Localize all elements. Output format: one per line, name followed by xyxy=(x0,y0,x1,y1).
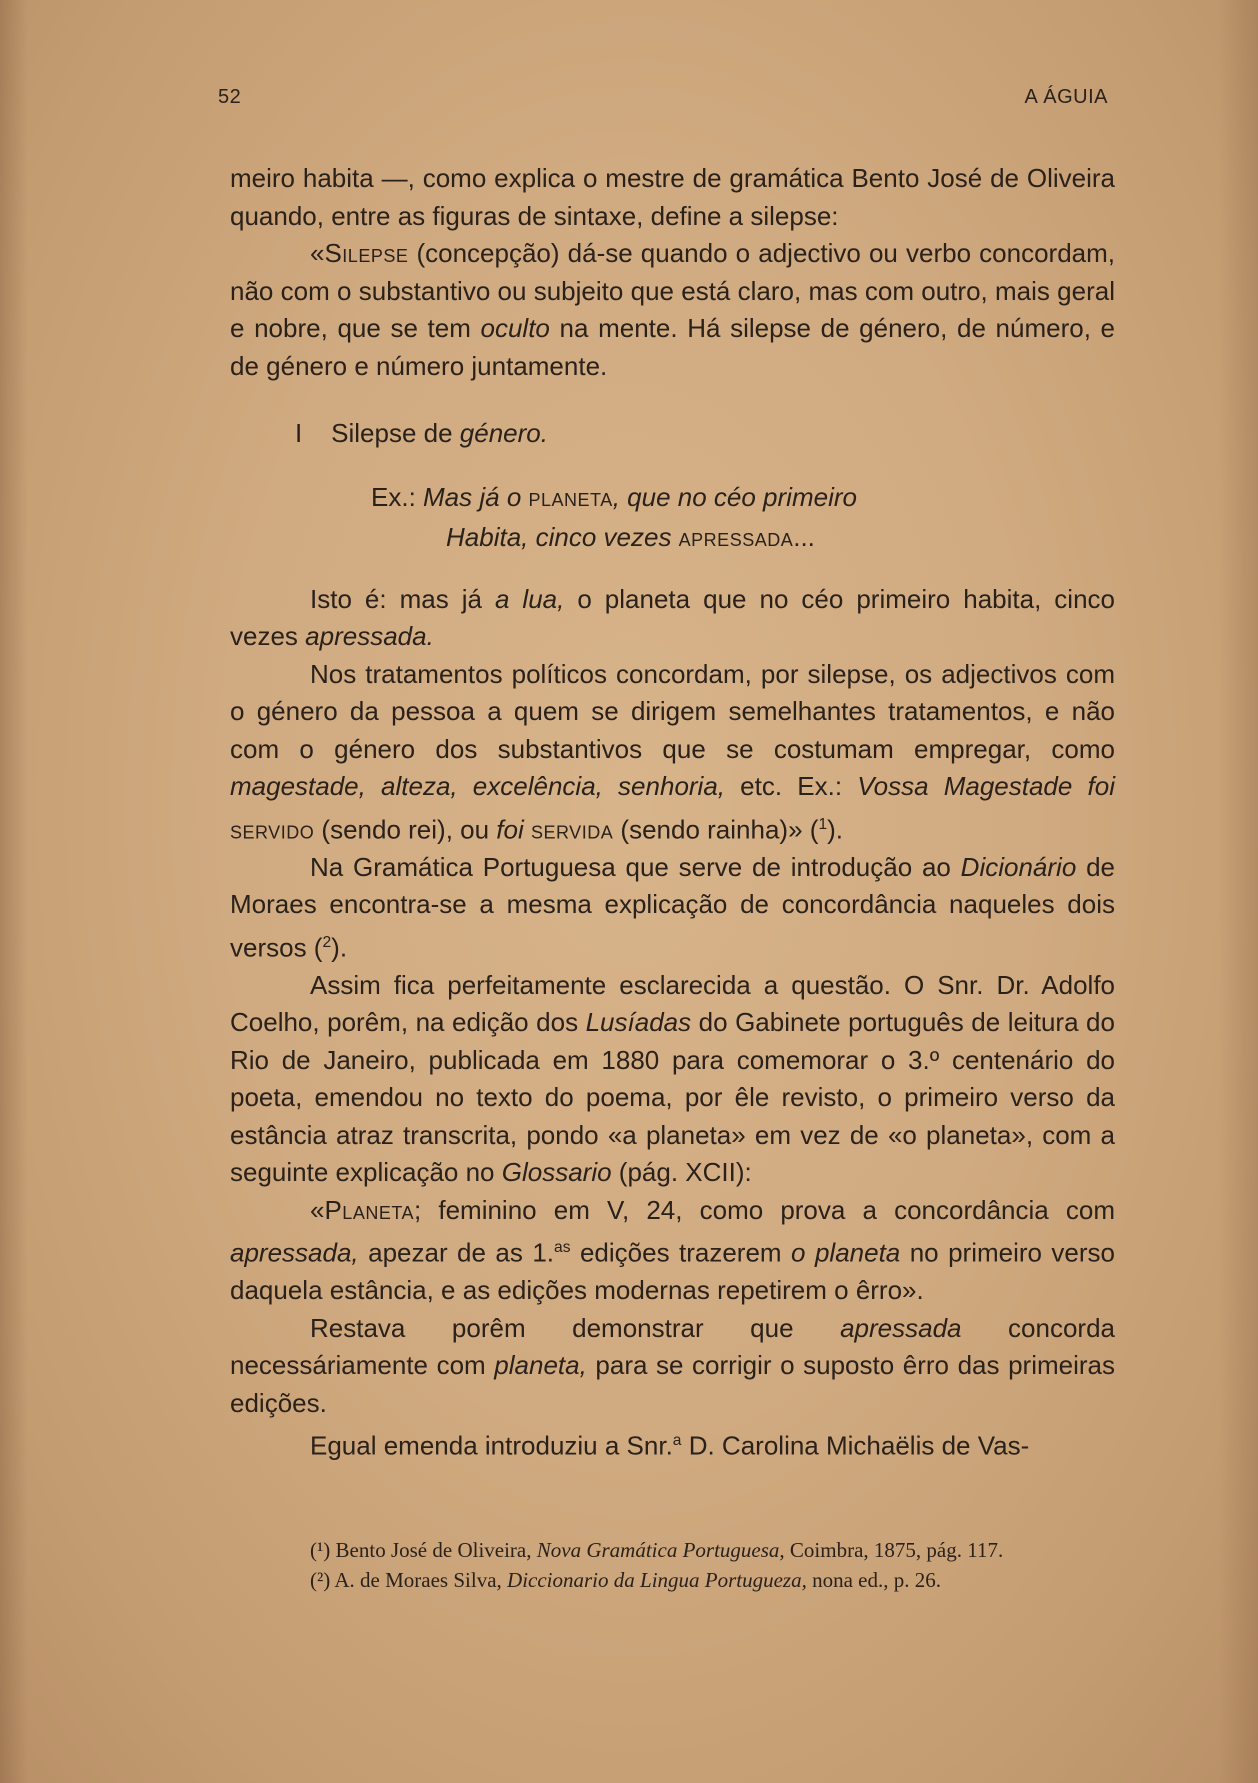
verse-line-2: Habita, cinco vezes apressada... xyxy=(446,521,815,552)
running-title: A ÁGUIA xyxy=(1024,86,1108,108)
footnote-ref-2: 2 xyxy=(322,933,332,951)
paragraph-1: meiro habita —, como explica o mestre de gramática Bento José de Oliveira quando, entre as figuras de sintaxe, define a silepse: xyxy=(230,163,1115,231)
verse-example xyxy=(371,477,1115,557)
footnotes xyxy=(240,1535,1125,1595)
term-silepse: Silepse xyxy=(324,238,409,268)
section-heading: I Silepse de género. xyxy=(295,418,548,448)
paragraph-3: Isto é: mas já a lua, o planeta que no céo primeiro habita, cinco vezes apressada. xyxy=(230,583,1116,651)
paragraph-6: Assim fica perfeitamente esclarecida a questão. O Snr. Dr. Adolfo Coelho, porêm, na edição dos Lusíadas do Gabinete português de leitura do Rio de Janeiro, publicada em 1880 para comemorar o 3.º centenário do poeta, emendou no texto do poema, por êle revisto, o primeiro verso da estância atraz transcrita, pondo «a planeta» em vez de «o planeta», com a seguinte explicação no Glossario (pág. XCII): xyxy=(230,969,1115,1188)
paragraph-9: Egual emenda introduziu a Snr.$^a$ D. Carolina Michaëlis de Vas- xyxy=(310,1431,1030,1462)
page-shadow-left xyxy=(0,0,28,1783)
page-number: 52 xyxy=(218,86,242,108)
footnote-1: (¹) Bento José de Oliveira, Nova Gramática Portuguesa, Coimbra, 1875, pág. 117. xyxy=(310,1538,1004,1562)
body-text xyxy=(230,160,1115,1466)
page-header xyxy=(218,86,1108,116)
footnote-ref-1: 1 xyxy=(818,815,828,833)
paragraph-definition: «Silepse (concepção) dá-se quando o adjectivo ou verbo concordam, não com o substantivo ou subjeito que está claro, mas com outro, mais geral e nobre, que se tem oculto na mente. Há silepse de género, de número, e de género e número juntamente. xyxy=(230,238,1116,381)
verse-line-1: Ex.: Mas já o planeta, que no céo primeiro xyxy=(371,481,857,512)
page-shadow-right xyxy=(1218,0,1258,1783)
paragraph-7: «Planeta; feminino em V, 24, como prova a concordância com apressada, apezar de as 1.$^{as}$ edições trazerem o planeta no primeiro verso daquela estância, e as edições modernas repetirem o êrro». xyxy=(230,1194,1116,1306)
paragraph-5: Na Gramática Portuguesa que serve de introdução ao Dicionário de Moraes encontra-se a mesma explicação de concordância naqueles dois versos ($^2$). xyxy=(230,851,1115,963)
paragraph-8: Restava porêm demonstrar que apressada concorda necessáriamente com planeta, para se corrigir o suposto êrro das primeiras edições. xyxy=(230,1312,1115,1418)
section-numeral: I xyxy=(295,418,303,448)
paragraph-4: Nos tratamentos políticos concordam, por silepse, os adjectivos com o género da pessoa a quem se dirigem semelhantes tratamentos, e não com o género dos substantivos que se costumam empregar, como magestade, alteza, excelência, senhoria, etc. Ex.: Vossa Magestade foi servido (sendo rei), ou foi servida (sendo rainha)» ($^1$). xyxy=(230,658,1115,845)
footnote-2: (²) A. de Moraes Silva, Diccionario da Lingua Portugueza, nona ed., p. 26. xyxy=(310,1568,942,1592)
